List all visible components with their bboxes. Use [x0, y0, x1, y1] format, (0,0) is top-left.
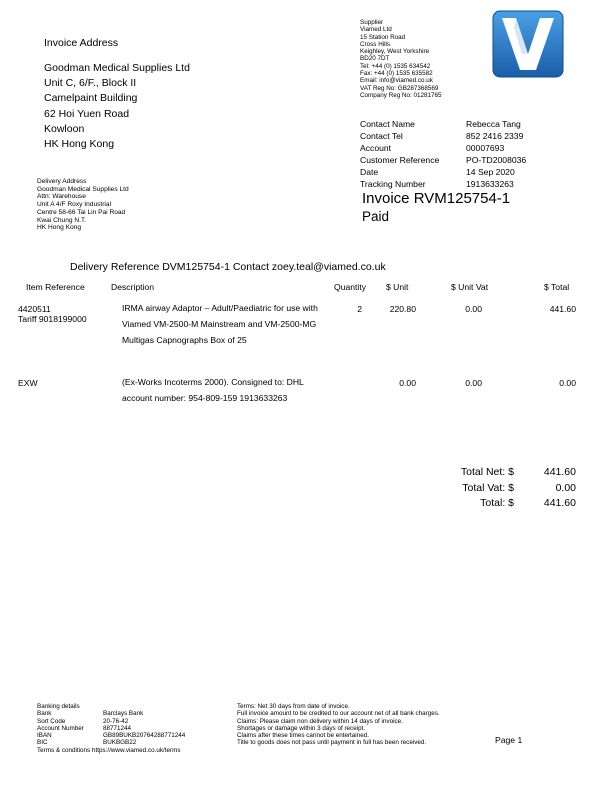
delivery-line: Attn: Warehouse [37, 193, 86, 201]
bank-value: 20-76-42 [103, 717, 129, 725]
row-total: 0.00 [559, 378, 576, 388]
delivery-line: Delivery Address [37, 178, 87, 185]
bank-row [37, 725, 185, 732]
contact-key: Account [360, 142, 392, 153]
terms-line: Claims after these times cannot be entertained. [237, 732, 369, 740]
contact-row [360, 119, 526, 131]
delivery-reference: Delivery Reference DVM125754-1 Contact zoey.teal@viamed.co.uk [70, 261, 386, 273]
terms-line: Shortages or damage within 3 days of receipt. [237, 724, 366, 732]
row-item-ref: 4420511 [18, 304, 51, 314]
header-total: $ Total [544, 282, 570, 292]
supplier-line: 15 Station Road [360, 33, 406, 41]
invoice-address-heading: Invoice Address [44, 37, 119, 49]
supplier-line: BD20 7DT [360, 55, 390, 63]
terms-line: Terms: Net 30 days from date of invoice. [237, 703, 350, 710]
bank-key: BIC [37, 739, 48, 747]
row-quantity: 2 [357, 304, 362, 314]
row-description: (Ex-Works Incoterms 2000). Consigned to: DHL account number: 954-809-159 1913633263 [122, 377, 304, 404]
delivery-address-block [37, 178, 129, 232]
contact-value: PO-TD2008036 [466, 154, 527, 165]
contact-row [360, 131, 526, 143]
contact-row [360, 155, 526, 167]
supplier-line: Fax: +44 (0) 1535 635582 [360, 70, 433, 78]
bank-key: Sort Code [37, 717, 66, 725]
row-unit-vat: 0.00 [465, 378, 482, 388]
bank-row [37, 732, 185, 739]
bank-row [37, 710, 185, 717]
page-number: Page 1 [495, 735, 523, 745]
contact-row [360, 167, 526, 179]
contact-row [360, 143, 526, 155]
total-vat-label: Total Vat: $ [462, 482, 514, 494]
supplier-line: Company Reg No: 01281765 [360, 91, 442, 99]
delivery-line: Kwai Chung N.T. [37, 216, 87, 224]
delivery-line: Goodman Medical Supplies Ltd [37, 185, 129, 193]
header-unit-vat: $ Unit Vat [451, 282, 489, 292]
viamed-logo [492, 10, 564, 78]
supplier-line: Tel: +44 (0) 1535 634542 [360, 62, 431, 70]
invoice-address-line: 62 Hoi Yuen Road [44, 107, 130, 120]
terms-line: Title to goods does not pass until payment in full has been received. [237, 739, 427, 747]
invoice-address-line: Unit C, 6/F., Block II [44, 77, 137, 90]
invoice-address-line: Goodman Medical Supplies Ltd [44, 62, 190, 74]
supplier-line: Keighley, West Yorkshire [360, 48, 430, 56]
bank-value: GB89BUKB20764288771244 [103, 732, 186, 740]
bank-value: Barclays Bank [103, 710, 144, 718]
row-item-ref: EXW [18, 378, 38, 388]
invoice-address-block [44, 37, 190, 152]
bank-key: Account Number [37, 724, 84, 732]
supplier-block [360, 19, 442, 99]
row-total: 441.60 [549, 304, 576, 314]
contact-key: Date [360, 166, 379, 177]
total-net-label: Total Net: $ [460, 466, 514, 478]
delivery-line: HK Hong Kong [37, 224, 81, 232]
contact-details [360, 119, 526, 190]
terms-line: Full invoice amount to be credited to our account net of all bank charges. [237, 710, 440, 718]
banking-heading: Banking details [37, 703, 80, 710]
terms-link[interactable]: Terms & conditions https://www.viamed.co.uk/terms [37, 746, 181, 754]
terms-line: Claims: Please claim non delivery within 14 days of invoice. [237, 717, 403, 725]
row-description: IRMA airway Adaptor – Adult/Paediatric for use with Viamed VM-2500-M Mainstream and VM-2500-MG Multigas Capnographs Box of 25 [122, 303, 318, 346]
bank-value: BUKBGB22 [103, 739, 137, 747]
payment-terms [237, 703, 440, 747]
contact-key: Contact Tel [360, 130, 403, 141]
total-net-value: 441.60 [543, 466, 576, 478]
invoice-address-line: HK Hong Kong [44, 138, 115, 151]
contact-row [360, 179, 526, 191]
invoice-title: Invoice RVM125754-1 [362, 190, 511, 207]
total-value: 441.60 [543, 497, 576, 509]
bank-row [37, 718, 185, 725]
header-item-reference: Item Reference [26, 282, 85, 292]
contact-value: 852 2416 2339 [466, 130, 524, 141]
bank-key: Bank [37, 710, 52, 718]
row-unit: 220.80 [389, 304, 416, 314]
contact-value: 14 Sep 2020 [466, 166, 515, 177]
contact-key: Contact Name [360, 119, 415, 129]
bank-row [37, 739, 185, 746]
header-quantity: Quantity [334, 282, 367, 292]
delivery-line: Unit A 4/F Roxy Industrial [37, 201, 112, 209]
total-vat-value: 0.00 [555, 482, 576, 494]
supplier-line: Email: info@viamed.co.uk [360, 77, 433, 85]
supplier-line: Cross Hills [360, 40, 391, 48]
contact-key: Customer Reference [360, 154, 440, 165]
banking-details [37, 703, 185, 754]
invoice-address-lines [44, 61, 190, 152]
bank-key: IBAN [37, 732, 52, 740]
supplier-line: Supplier [360, 19, 384, 26]
contact-value: 00007693 [466, 142, 505, 153]
header-unit: $ Unit [386, 282, 409, 292]
row-tariff: Tariff 9018199000 [18, 314, 87, 324]
invoice-address-line: Camelpaint Building [44, 92, 138, 105]
row-unit-vat: 0.00 [465, 304, 482, 314]
payment-status: Paid [362, 209, 390, 224]
bank-value: 88771244 [103, 724, 132, 732]
contact-value: Rebecca Tang [466, 119, 521, 129]
invoice-address-line: Kowloon [44, 122, 85, 135]
supplier-line: VAT Reg No: GB287368569 [360, 84, 439, 92]
delivery-line: Centre 58-66 Tai Lin Pai Road [37, 208, 126, 216]
header-description: Description [111, 282, 154, 292]
total-label: Total: $ [480, 497, 514, 509]
row-unit: 0.00 [399, 378, 416, 388]
contact-key: Tracking Number [360, 178, 426, 189]
supplier-line: Viamed Ltd [360, 26, 392, 34]
contact-value: 1913633263 [466, 178, 514, 189]
